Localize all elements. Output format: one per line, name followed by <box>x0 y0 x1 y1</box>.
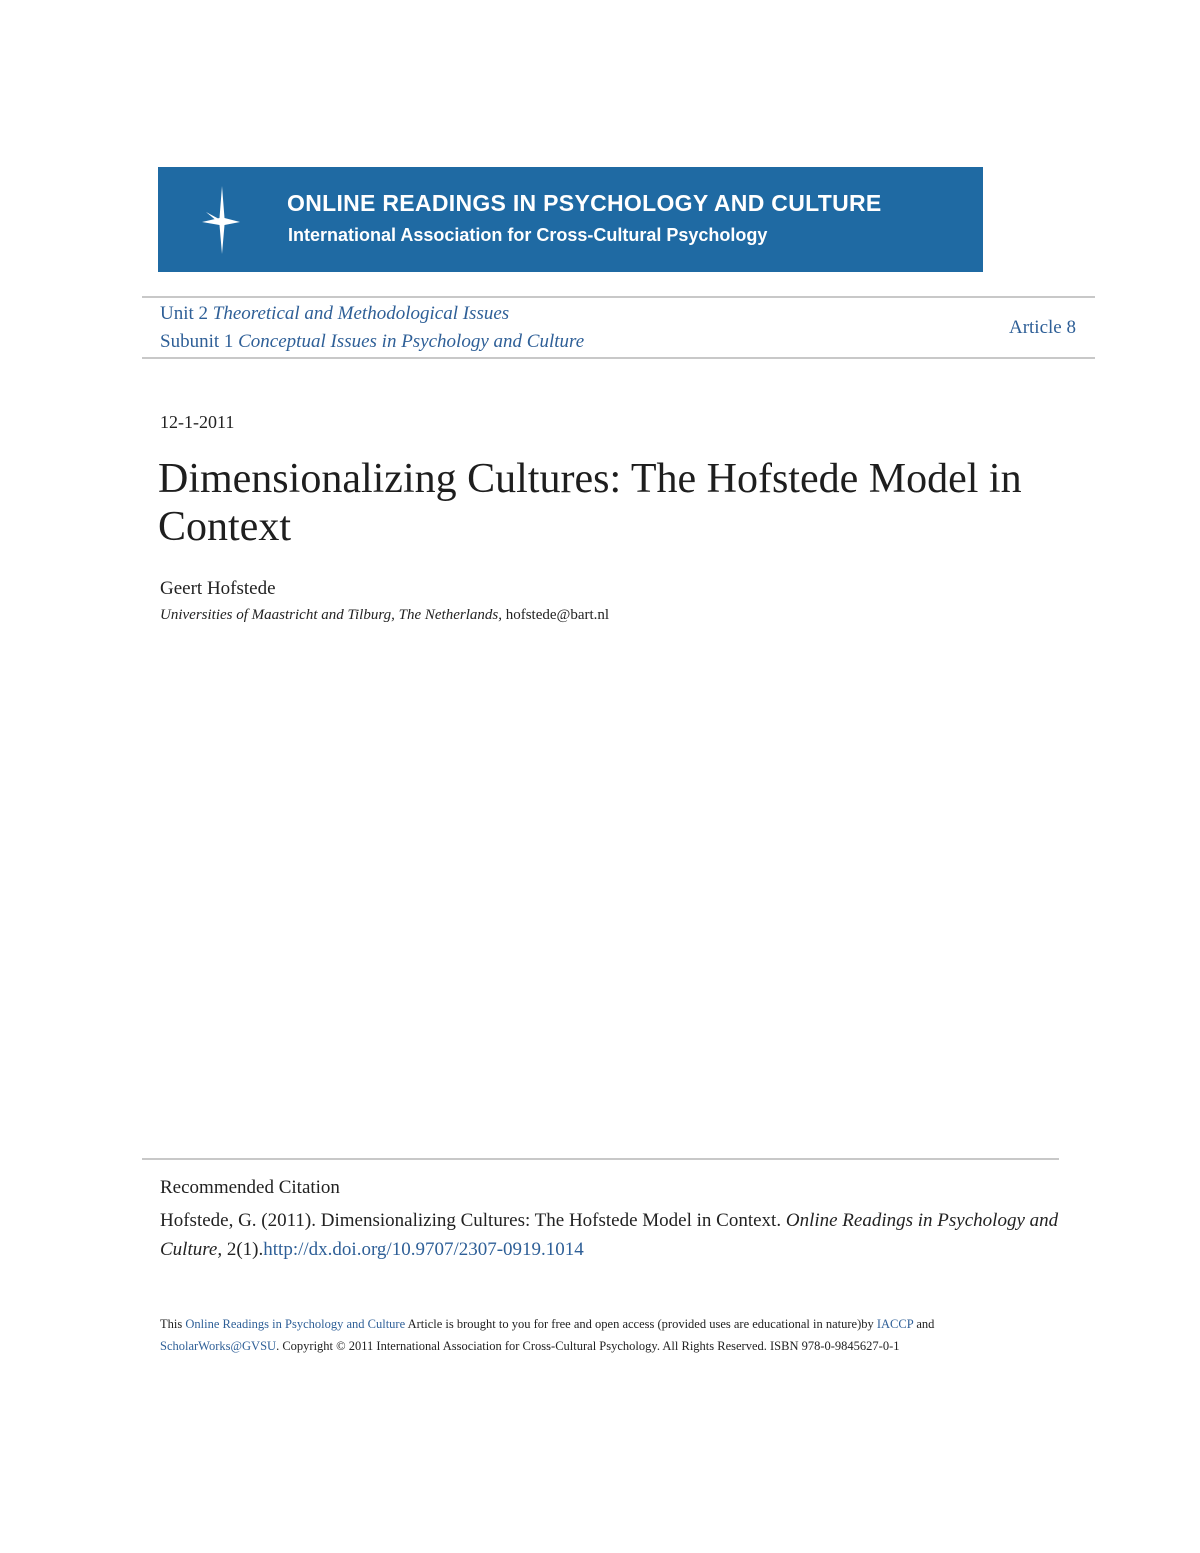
subunit-title[interactable]: Conceptual Issues in Psychology and Culture <box>238 331 585 352</box>
article-title: Dimensionalizing Cultures: The Hofstede Model in Context <box>158 456 1022 550</box>
unit-breadcrumb[interactable] <box>160 303 509 325</box>
publication-date: 12-1-2011 <box>160 412 235 432</box>
unit-title[interactable]: Theoretical and Methodological Issues <box>212 303 510 324</box>
notice-text-3: and <box>916 1317 935 1331</box>
doi-link[interactable]: http://dx.doi.org/10.9707/2307-0919.1014 <box>263 1239 584 1260</box>
orpc-link[interactable]: Online Readings in Psychology and Culture <box>185 1317 406 1331</box>
subunit-breadcrumb[interactable] <box>160 331 584 353</box>
citation-divider <box>142 1158 1059 1160</box>
access-notice <box>160 1313 1050 1357</box>
article-number-link[interactable]: Article 8 <box>1008 317 1076 338</box>
citation-text <box>160 1206 1060 1264</box>
affiliation-text: Universities of Maastricht and Tilburg, The Netherlands, <box>160 607 502 623</box>
citation-authors-title: Hofstede, G. (2011). Dimensionalizing Cultures: The Hofstede Model in Context. <box>160 1210 782 1231</box>
citation-heading: Recommended Citation <box>160 1177 340 1198</box>
author-email: hofstede@bart.nl <box>505 607 610 623</box>
header-divider <box>142 357 1095 359</box>
iaccp-link[interactable]: IACCP <box>876 1317 914 1331</box>
top-divider <box>142 296 1095 298</box>
notice-text-1: This <box>160 1317 183 1331</box>
unit-prefix[interactable]: Unit 2 <box>160 303 209 324</box>
banner-title: ONLINE READINGS IN PSYCHOLOGY AND CULTURE <box>287 190 882 216</box>
notice-text-2: Article is brought to you for free and open access (provided uses are educational in nature)by <box>407 1317 874 1331</box>
citation-journal: Online Readings in Psychology and Culture, <box>160 1210 1059 1260</box>
notice-text-4: . Copyright © 2011 International Association for Cross-Cultural Psychology. All Rights Reserved. ISBN 978-0-9845627-0-1 <box>276 1339 900 1353</box>
scholarworks-link[interactable]: ScholarWorks@GVSU <box>160 1339 277 1353</box>
author-affiliation <box>160 607 609 624</box>
banner-subtitle: International Association for Cross-Cultural Psychology <box>288 225 768 245</box>
citation-volume: 2(1). <box>226 1239 264 1260</box>
star-compass-icon <box>198 184 242 256</box>
journal-banner <box>158 167 983 272</box>
author-name: Geert Hofstede <box>160 578 276 599</box>
subunit-prefix[interactable]: Subunit 1 <box>160 331 234 352</box>
